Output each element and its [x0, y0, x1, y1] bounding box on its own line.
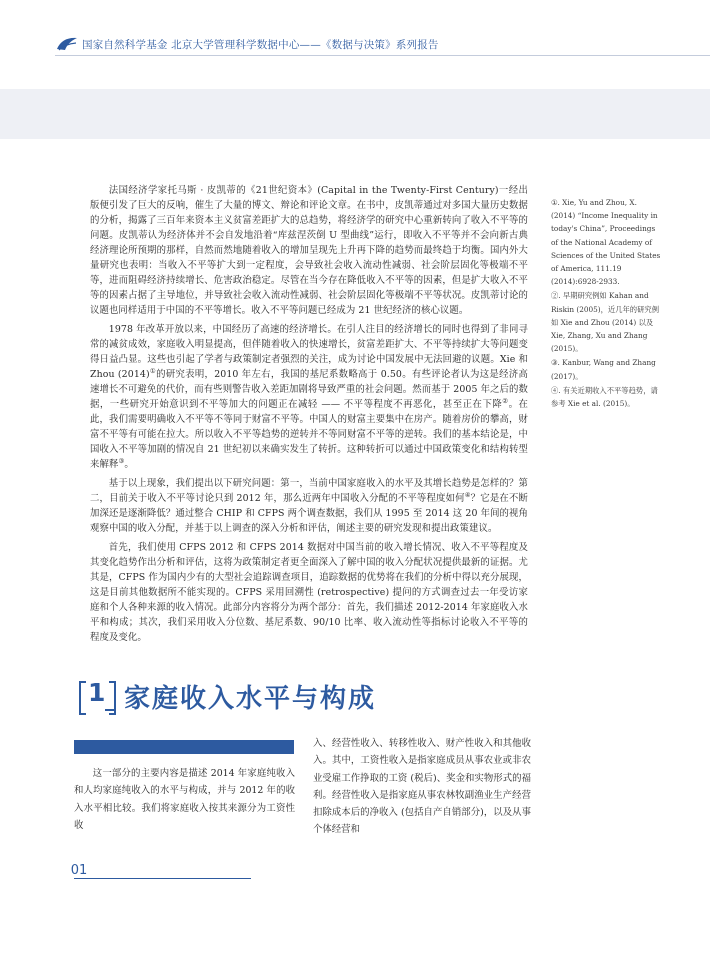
section-number: 1: [88, 678, 106, 707]
header-logo-icon: [56, 35, 78, 53]
right-column-text: 入、经营性收入、转移性收入、财产性收入和其他收入。其中，工资性收入是指家庭成员从事农业或非农业受雇工作挣取的工资 (税后)、奖金和实物形式的福利。经营性收入是指家庭从事农林牧副渔业生产经营扣除成本后的净收入 (包括自产自销部分)，以及从事个体经营和: [313, 738, 531, 836]
footnote-ref-1: ①: [149, 366, 157, 375]
side-note-2: ②. 早期研究例如 Kahan and Riskin (2005)，近几年的研究例如 Xie and Zhou (2014) 以及 Xie, Zhang, Xu and Zhang (2015)。: [551, 291, 659, 354]
header-text: 国家自然科学基金 北京大学管理科学数据中心——《数据与决策》系列报告: [82, 39, 439, 51]
side-note-4: ④. 有关近期收入不平等趋势，请参考 Xie et al. (2015)。: [551, 385, 658, 409]
side-notes: [551, 196, 663, 411]
page-number: 01: [70, 863, 88, 878]
paragraph-1: 法国经济学家托马斯 · 皮凯蒂的《21世纪资本》(Capital in the Twenty-First Century)一经出版便引发了巨大的反响，催生了大量的博文、辩论和评论文章。在书中，皮凯蒂通过对多国大量历史数据的分析，揭露了三百年来资本主义贫富差距扩大的总趋势，将经济学的研究中心重新转向了收入不平等的问题。皮凯蒂认为经济体并不会自发地沿着“库兹涅茨倒 U 型曲线”运行，即收入不平等并不会向新古典经济理论所预期的那样，自然而然地随着收入的增加呈现先上升再下降的趋势而最终趋于均衡。国内外大量研究也表明：当收入不平等扩大到一定程度，会导致社会收入流动性减弱、社会阶层固化等极端不平等，进而阻碍经济持续增长、危害政治稳定。尽管在当今存在降低收入不平等的因素，但是扩大收入不平等的因素占据了主导地位，并导致社会收入流动性减弱、社会阶层固化等极端不平等状况。皮凯蒂讨论的议题也同样适用于中国的不平等增长。收入不平等问题已经成为 21 世纪经济的核心议题。: [90, 185, 528, 316]
footnote-ref-4: ④: [464, 490, 471, 499]
left-column-text: 这一部分的主要内容是描述 2014 年家庭纯收入和人均家庭纯收入的水平与构成，并与 2012 年的收入水平相比较。我们将家庭收入按其来源分为工资性收: [74, 768, 295, 831]
main-body: [90, 183, 528, 649]
header-band: [0, 89, 710, 139]
section-bar: [74, 740, 294, 754]
paragraph-3: 基于以上现象，我们提出以下研究问题：第一，当前中国家庭收入的水平及其增长趋势是怎样的？第二，目前关于收入不平等讨论只到 2012 年，那么近两年中国收入分配的不平等程度如何④？它是在不断加深还是逐渐降低？通过整合 CHIP 和 CFPS 两个调查数据，我们从 1995 至 2014 这 20 年间的视角观察中国的收入分配，并基于以上调查的深入分析和评估，阐述主要的研究发现和提出政策建议。: [90, 478, 528, 534]
paragraph-2: 1978 年改革开放以来，中国经历了高速的经济增长。在引人注目的经济增长的同时也得到了非同寻常的减贫成效，家庭收入明显提高，但伴随着收入的快速增长，贫富差距扩大、不平等持续扩大等问题变得日益凸显。这些也引起了学者与政策制定者强烈的关注，成为讨论中国发展中无法回避的议题。Xie 和 Zhou (2014)①的研究表明，2010 年左右，我国的基尼系数略高于 0.50。有些评论者认为这是经济高速增长不可避免的代价，而有些则警告收入差距加剧将导致严重的社会问题。然而基于 2005 年之后的数据，一些研究开始意识到不平等加大的问题正在减轻 —— 不平等程度不再恶化，甚至正在下降②。在此，我们需要明确收入不平等不等同于财富不平等。中国人的财富主要集中在房产。随着房价的攀高，财富不平等有可能在拉大。所以收入不平等趋势的逆转并不等同财富不平等的逆转。我们的基本结论是，中国收入不平等加剧的情况自 21 世纪初以来确实发生了转折。这种转折可以通过中国政策变化和结构转型来解释③。: [90, 324, 528, 470]
right-column: [313, 735, 531, 839]
section-title: 家庭收入水平与构成: [124, 684, 377, 714]
side-note-3: ③. Kanbur, Wang and Zhang (2017)。: [551, 358, 656, 381]
header-divider: [55, 55, 710, 56]
footnote-ref-3: ③: [118, 456, 125, 465]
paragraph-4: 首先，我们使用 CFPS 2012 和 CFPS 2014 数据对中国当前的收入增长情况、收入不平等程度及其变化趋势作出分析和评估，这将为政策制定者更全面深入了解中国的收入分配状况提供最新的证据。尤其是，CFPS 作为国内少有的大型社会追踪调查项目，追踪数据的优势将在我们的分析中得以充分展现，这是目前其他数据所不能实现的。CFPS 采用回溯性 (retrospective) 提问的方式调查过去一年受访家庭和个人各种来源的收入情况。此部分内容将分为两个部分：首先，我们描述 2012-2014 年家庭收入水平和构成；其次，我们采用收入分位数、基尼系数、90/10 比率、收入流动性等指标讨论收入不平等的程度及变化。: [90, 542, 528, 643]
left-column: [74, 765, 295, 834]
side-note-1: ①. Xie, Yu and Zhou, X. (2014) “Income Inequality in today's China”, Proceedings of the National Academy of Sciences of the United States of America, 111.19 (2014):6928-2933.: [551, 198, 661, 287]
footnote-ref-2: ②: [502, 396, 509, 405]
footer-divider: [74, 878, 251, 879]
